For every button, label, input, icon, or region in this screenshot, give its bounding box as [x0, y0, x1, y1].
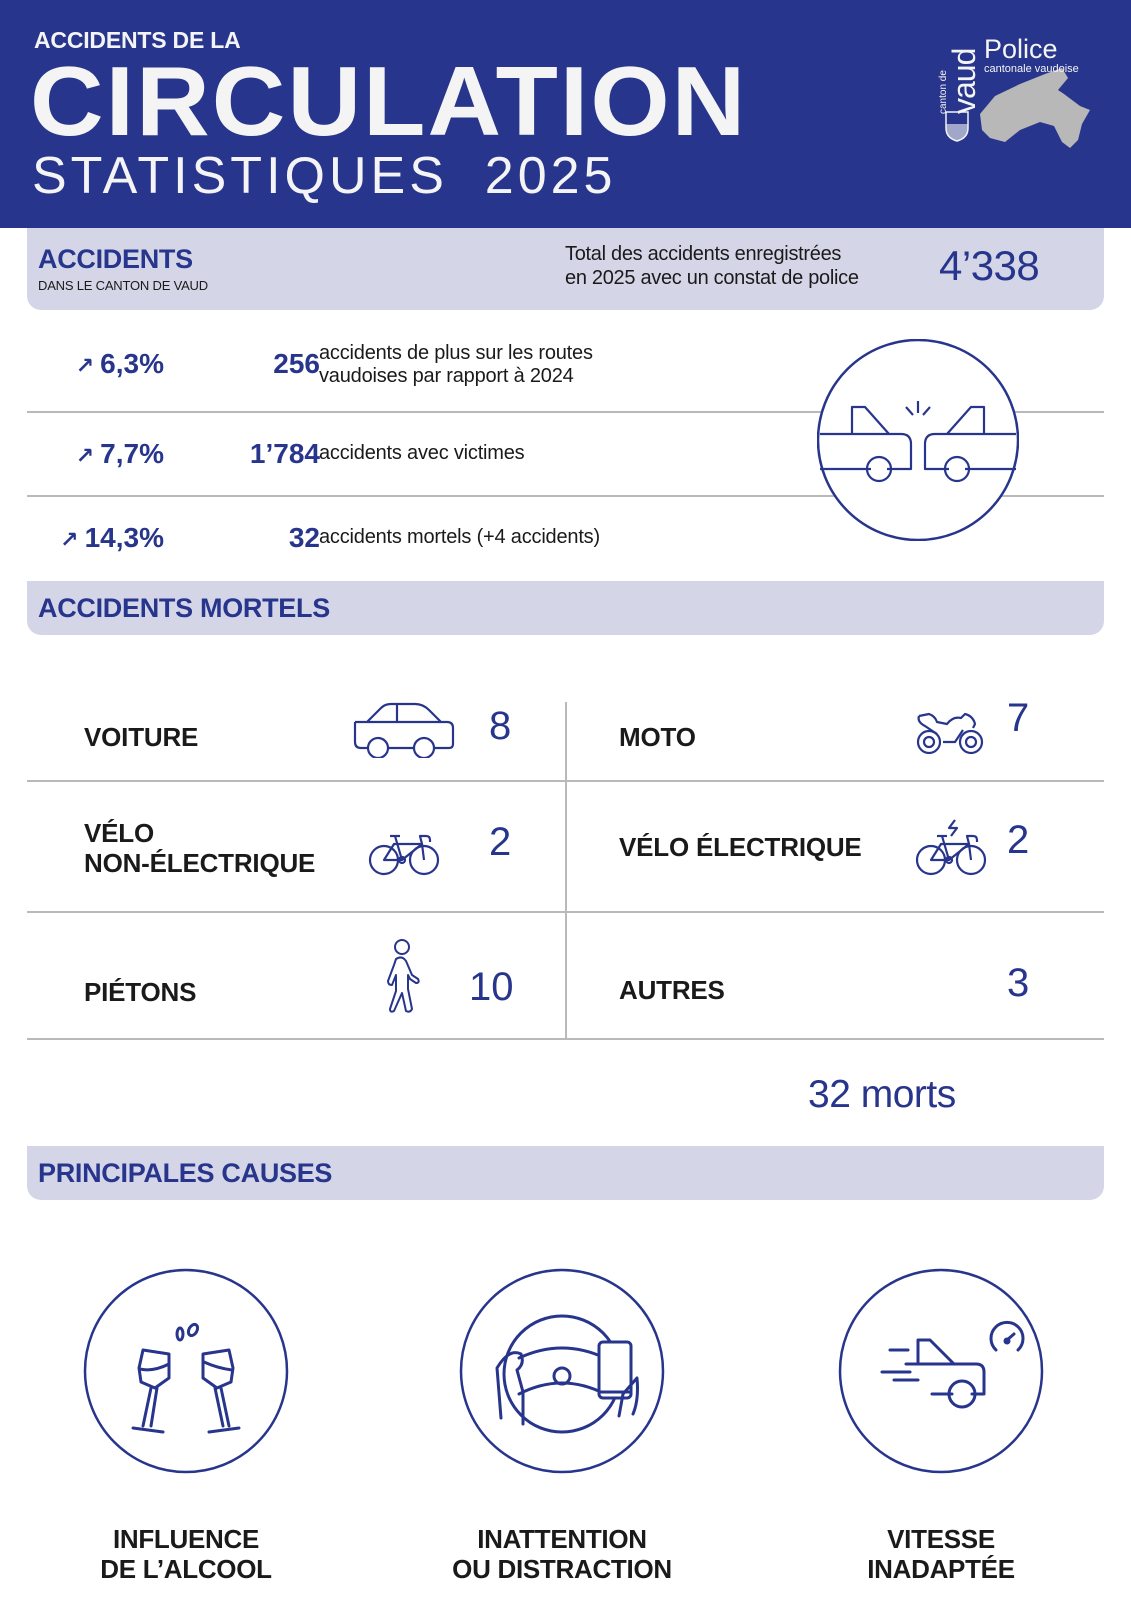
accidents-banner — [27, 228, 1104, 310]
stat-percent: ↗ 6,3% — [75, 348, 164, 379]
stat-number: 32 — [288, 522, 320, 553]
cause-label: VITESSE INADAPTÉE — [867, 1524, 1015, 1584]
stat-description: accidents mortels (+4 accidents) — [319, 526, 600, 548]
cause-inattention — [442, 1268, 682, 1584]
page-subtitle: STATISTIQUES 2025 — [32, 147, 617, 205]
canton-de-text: canton de — [938, 70, 949, 114]
stat-number: 1’784 — [249, 438, 320, 469]
wine-glasses-icon — [83, 1268, 289, 1474]
phone-steering-wheel-icon — [459, 1268, 665, 1474]
category-pietons — [27, 925, 565, 1045]
category-label: MOTO — [619, 722, 696, 752]
stat-description: accidents de plus sur les routes vaudoises par rapport à 2024 — [319, 342, 593, 387]
motorcycle-icon — [915, 712, 985, 754]
car-crash-icon — [817, 339, 1019, 541]
causes-banner — [27, 1146, 1104, 1200]
car-icon — [353, 702, 455, 758]
category-value: 10 — [469, 965, 514, 1009]
category-label: AUTRES — [619, 975, 725, 1005]
arrow-up-right-icon: ↗ — [60, 527, 79, 552]
speeding-car-icon — [838, 1268, 1044, 1474]
total-deaths: 32 morts — [808, 1073, 956, 1116]
mortels-title: ACCIDENTS MORTELS — [38, 593, 330, 623]
category-value: 8 — [489, 704, 512, 748]
total-accidents-value: 4’338 — [939, 242, 1040, 289]
cause-label: INFLUENCE DE L’ALCOOL — [100, 1524, 272, 1584]
category-label: PIÉTONS — [84, 977, 197, 1007]
accidents-title: ACCIDENTS — [38, 244, 193, 274]
category-voiture — [27, 690, 565, 810]
pedestrian-icon — [382, 939, 422, 1013]
cause-alcool — [66, 1268, 306, 1584]
total-label-line1: Total des accidents enregistrées — [565, 243, 842, 265]
arrow-up-right-icon: ↗ — [75, 443, 95, 468]
category-value: 2 — [489, 820, 512, 864]
category-velo-electrique — [567, 800, 1104, 920]
causes-title: PRINCIPALES CAUSES — [38, 1158, 333, 1188]
cause-label: INATTENTION OU DISTRACTION — [452, 1524, 672, 1584]
electric-bicycle-icon — [915, 818, 987, 876]
cause-vitesse — [821, 1268, 1061, 1584]
category-moto — [567, 690, 1104, 810]
header-kicker: ACCIDENTS DE LA — [34, 27, 241, 53]
vaud-shield-icon — [944, 110, 970, 142]
mortels-banner — [27, 581, 1104, 635]
bicycle-icon — [368, 832, 440, 876]
stat-percent: ↗ 7,7% — [75, 438, 164, 469]
category-value: 2 — [1007, 818, 1030, 862]
category-value: 3 — [1007, 961, 1030, 1005]
stat-description: accidents avec victimes — [319, 442, 525, 464]
header-banner — [0, 0, 1131, 228]
police-logo — [938, 34, 1100, 154]
accidents-subtitle: DANS LE CANTON DE VAUD — [38, 278, 208, 293]
category-label: VÉLO NON-ÉLECTRIQUE — [84, 818, 316, 878]
vaud-text: vaud — [946, 48, 982, 114]
stat-number: 256 — [273, 348, 320, 379]
total-label-line2: en 2025 avec un constat de police — [565, 267, 859, 289]
cantonale-text: cantonale vaudoise — [984, 63, 1079, 75]
category-label: VÉLO ÉLECTRIQUE — [619, 832, 862, 862]
page-title: CIRCULATION — [30, 46, 748, 156]
category-value: 7 — [1007, 696, 1030, 740]
stat-percent: ↗ 14,3% — [60, 522, 164, 553]
police-text: Police — [984, 34, 1058, 64]
arrow-up-right-icon: ↗ — [75, 353, 95, 378]
category-velo-non-electrique — [27, 800, 565, 920]
total-label — [565, 242, 859, 290]
category-autres — [567, 925, 1104, 1045]
category-label: VOITURE — [84, 722, 199, 752]
